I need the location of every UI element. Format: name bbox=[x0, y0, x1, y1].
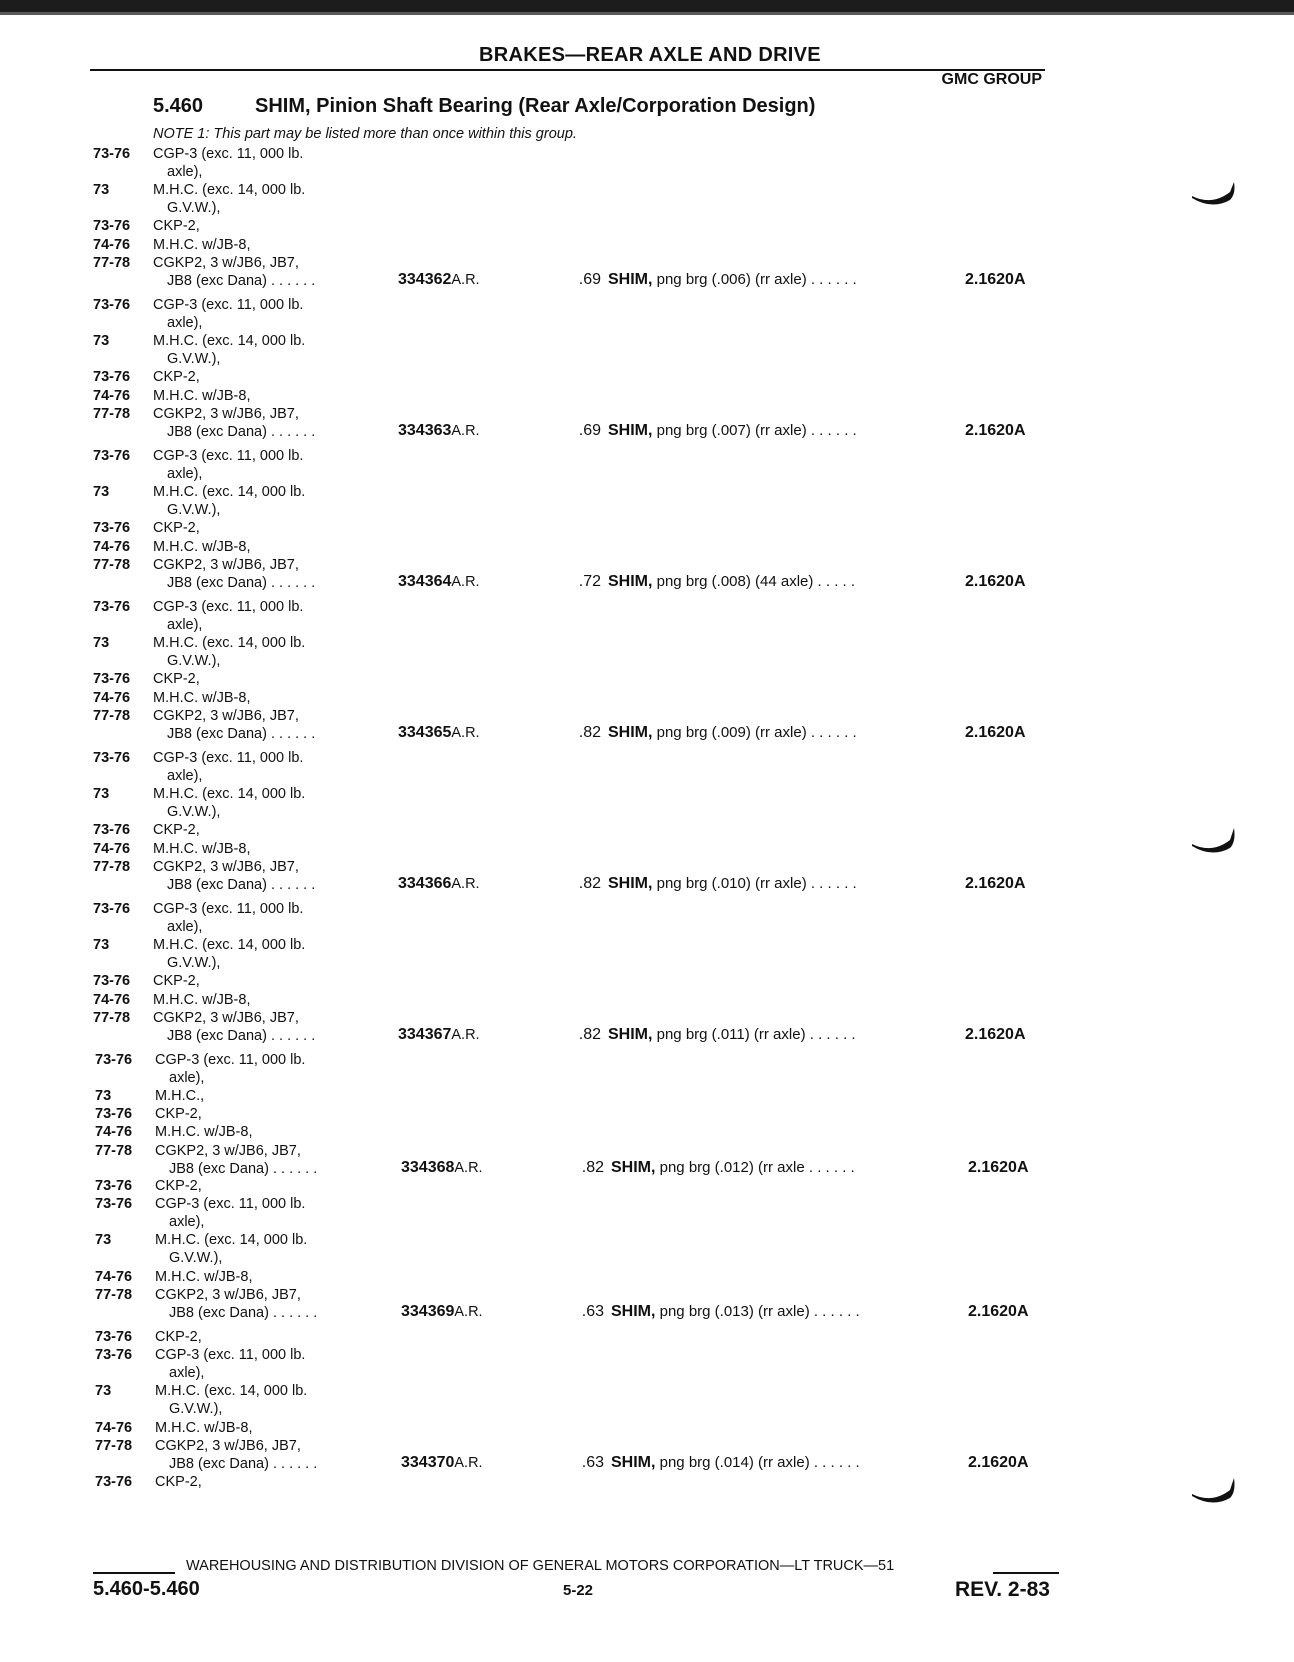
application-line: G.V.W.), bbox=[167, 804, 221, 821]
quantity-ar: A.R. bbox=[451, 1026, 480, 1043]
part-number bbox=[401, 1303, 483, 1321]
application-line: CKP-2, bbox=[155, 1473, 202, 1490]
part-name: SHIM, bbox=[608, 1025, 653, 1043]
model-year: 73-76 bbox=[95, 1052, 133, 1068]
part-name: SHIM, bbox=[608, 874, 653, 892]
part-price: .72 bbox=[578, 572, 601, 590]
model-year: 73-76 bbox=[95, 1473, 133, 1490]
part-number bbox=[398, 271, 480, 289]
application-line: CGP-3 (exc. 11, 000 lb. bbox=[153, 599, 304, 615]
part-number-value: 334368 bbox=[401, 1158, 455, 1176]
part-name: SHIM, bbox=[608, 723, 653, 741]
model-year: 73-76 bbox=[93, 599, 131, 615]
application-line: M.H.C. (exc. 14, 000 lb. bbox=[155, 1232, 308, 1249]
part-description bbox=[611, 1159, 855, 1177]
binder-mark-2 bbox=[1190, 822, 1240, 858]
section-title: SHIM, Pinion Shaft Bearing (Rear Axle/Corporation Design) bbox=[255, 95, 816, 117]
application-line: CGP-3 (exc. 11, 000 lb. bbox=[153, 297, 304, 313]
application-line: axle), bbox=[167, 768, 203, 785]
application-line: M.H.C. (exc. 14, 000 lb. bbox=[155, 1383, 308, 1400]
model-year: 74-76 bbox=[93, 840, 131, 857]
footer-rule-right bbox=[993, 1572, 1059, 1574]
application-line: JB8 (exc Dana) . . . . . . bbox=[167, 423, 316, 440]
model-year: 73-76 bbox=[93, 671, 131, 688]
model-year: 73 bbox=[93, 635, 110, 652]
section-number: 5.460 bbox=[153, 95, 204, 117]
part-name: SHIM, bbox=[608, 572, 653, 590]
model-year: 77-78 bbox=[93, 858, 131, 875]
application-line: G.V.W.), bbox=[169, 1401, 223, 1418]
application-line: CKP-2, bbox=[153, 218, 200, 235]
part-description bbox=[608, 271, 857, 289]
application-line: CKP-2, bbox=[153, 520, 200, 537]
top-border bbox=[0, 0, 1294, 12]
part-detail: png brg (.010) (rr axle) . . . . . . bbox=[656, 874, 857, 892]
part-number bbox=[398, 573, 480, 591]
model-year: 73 bbox=[93, 484, 110, 501]
top-border-shadow bbox=[0, 12, 1294, 15]
application-line: CGKP2, 3 w/JB6, JB7, bbox=[153, 858, 299, 875]
application-line: G.V.W.), bbox=[167, 653, 221, 670]
quantity-ar: A.R. bbox=[451, 724, 480, 741]
footer-section-range: 5.460-5.460 bbox=[93, 1578, 200, 1600]
footer-text: WAREHOUSING AND DISTRIBUTION DIVISION OF GENERAL MOTORS CORPORATION—LT TRUCK—51 bbox=[186, 1558, 895, 1574]
header-rule bbox=[90, 69, 1045, 71]
catalog-group: 2.1620A bbox=[968, 1302, 1029, 1320]
section-note: NOTE 1: This part may be listed more than once within this group. bbox=[153, 126, 577, 142]
application-line: CGP-3 (exc. 11, 000 lb. bbox=[153, 901, 304, 917]
application-line: CGP-3 (exc. 11, 000 lb. bbox=[153, 750, 304, 766]
model-year: 73-76 bbox=[93, 146, 131, 162]
part-description bbox=[608, 573, 855, 591]
application-line: axle), bbox=[169, 1070, 205, 1087]
model-year: 73 bbox=[95, 1383, 112, 1400]
part-detail: png brg (.012) (rr axle . . . . . . bbox=[659, 1158, 855, 1176]
part-detail: png brg (.006) (rr axle) . . . . . . bbox=[656, 270, 857, 288]
part-number bbox=[398, 422, 480, 440]
model-year: 77-78 bbox=[95, 1142, 133, 1159]
model-year: 74-76 bbox=[93, 538, 131, 555]
part-detail: png brg (.013) (rr axle) . . . . . . bbox=[659, 1302, 860, 1320]
model-year: 73 bbox=[95, 1232, 112, 1249]
application-line: G.V.W.), bbox=[167, 955, 221, 972]
application-line: CKP-2, bbox=[153, 973, 200, 990]
model-year: 73-76 bbox=[95, 1329, 133, 1345]
model-year: 73 bbox=[93, 182, 110, 199]
application-line: CGKP2, 3 w/JB6, JB7, bbox=[153, 254, 299, 271]
application-line: CGP-3 (exc. 11, 000 lb. bbox=[153, 146, 304, 162]
application-line: M.H.C., bbox=[155, 1088, 205, 1105]
application-line: M.H.C. (exc. 14, 000 lb. bbox=[153, 333, 306, 350]
catalog-group: 2.1620A bbox=[965, 1025, 1026, 1043]
part-description bbox=[608, 724, 857, 742]
application-line: M.H.C. (exc. 14, 000 lb. bbox=[153, 484, 306, 501]
part-number-value: 334365 bbox=[398, 723, 452, 741]
application-line: M.H.C. (exc. 14, 000 lb. bbox=[153, 182, 306, 199]
part-number-value: 334367 bbox=[398, 1025, 452, 1043]
model-year: 77-78 bbox=[93, 556, 131, 573]
application-line: CGKP2, 3 w/JB6, JB7, bbox=[153, 1009, 299, 1026]
application-line: JB8 (exc Dana) . . . . . . bbox=[167, 1027, 316, 1044]
catalog-group: 2.1620A bbox=[968, 1158, 1029, 1176]
quantity-ar: A.R. bbox=[451, 271, 480, 288]
application-line: JB8 (exc Dana) . . . . . . bbox=[169, 1160, 318, 1177]
binder-mark-3 bbox=[1190, 1472, 1240, 1508]
application-line: JB8 (exc Dana) . . . . . . bbox=[169, 1304, 318, 1321]
application-line: CKP-2, bbox=[155, 1178, 202, 1194]
part-number-value: 334369 bbox=[401, 1302, 455, 1320]
application-line: CGKP2, 3 w/JB6, JB7, bbox=[153, 556, 299, 573]
application-line: M.H.C. (exc. 14, 000 lb. bbox=[153, 635, 306, 652]
binder-mark-1 bbox=[1190, 172, 1240, 208]
part-description bbox=[608, 422, 857, 440]
part-number-value: 334370 bbox=[401, 1453, 455, 1471]
quantity-ar: A.R. bbox=[451, 875, 480, 892]
application-line: CGKP2, 3 w/JB6, JB7, bbox=[153, 707, 299, 724]
model-year: 74-76 bbox=[95, 1419, 133, 1436]
part-number-value: 334362 bbox=[398, 270, 452, 288]
catalog-group: 2.1620A bbox=[965, 572, 1026, 590]
application-line: CKP-2, bbox=[155, 1329, 202, 1345]
model-year: 77-78 bbox=[93, 254, 131, 271]
model-year: 73-76 bbox=[93, 520, 131, 537]
application-line: JB8 (exc Dana) . . . . . . bbox=[167, 574, 316, 591]
model-year: 73 bbox=[93, 333, 110, 350]
quantity-ar: A.R. bbox=[451, 573, 480, 590]
application-line: axle), bbox=[167, 315, 203, 332]
model-year: 73-76 bbox=[93, 822, 131, 839]
part-price: .82 bbox=[578, 723, 601, 741]
part-description bbox=[608, 1026, 856, 1044]
quantity-ar: A.R. bbox=[454, 1159, 483, 1176]
application-line: JB8 (exc Dana) . . . . . . bbox=[169, 1455, 318, 1472]
model-year: 74-76 bbox=[93, 387, 131, 404]
model-year: 74-76 bbox=[95, 1124, 133, 1141]
model-year: 77-78 bbox=[93, 1009, 131, 1026]
application-line: G.V.W.), bbox=[167, 200, 221, 217]
part-detail: png brg (.008) (44 axle) . . . . . bbox=[656, 572, 856, 590]
application-line: M.H.C. w/JB-8, bbox=[153, 538, 251, 555]
part-description bbox=[611, 1303, 860, 1321]
part-number bbox=[401, 1159, 483, 1177]
application-line: M.H.C. (exc. 14, 000 lb. bbox=[153, 937, 306, 954]
application-line: M.H.C. w/JB-8, bbox=[155, 1124, 253, 1141]
application-line: M.H.C. w/JB-8, bbox=[155, 1419, 253, 1436]
catalog-group: 2.1620A bbox=[965, 421, 1026, 439]
model-year: 73-76 bbox=[95, 1196, 133, 1213]
model-year: 77-78 bbox=[95, 1286, 133, 1303]
application-line: CGP-3 (exc. 11, 000 lb. bbox=[155, 1196, 306, 1213]
application-line: CGKP2, 3 w/JB6, JB7, bbox=[155, 1286, 301, 1303]
part-detail: png brg (.007) (rr axle) . . . . . . bbox=[656, 421, 857, 439]
model-year: 73-76 bbox=[93, 901, 131, 917]
model-year: 77-78 bbox=[93, 707, 131, 724]
application-line: G.V.W.), bbox=[167, 351, 221, 368]
application-line: JB8 (exc Dana) . . . . . . bbox=[167, 272, 316, 289]
application-line: M.H.C. w/JB-8, bbox=[153, 387, 251, 404]
application-line: JB8 (exc Dana) . . . . . . bbox=[167, 876, 316, 893]
application-line: CKP-2, bbox=[153, 671, 200, 688]
model-year: 74-76 bbox=[93, 991, 131, 1008]
model-year: 74-76 bbox=[93, 689, 131, 706]
model-year: 73-76 bbox=[93, 973, 131, 990]
part-number bbox=[398, 1026, 480, 1044]
footer-revision: REV. 2-83 bbox=[955, 1578, 1050, 1601]
part-name: SHIM, bbox=[611, 1453, 656, 1471]
part-number bbox=[398, 875, 480, 893]
part-price: .63 bbox=[581, 1302, 604, 1320]
model-year: 73 bbox=[95, 1088, 112, 1105]
footer-rule-left bbox=[93, 1572, 175, 1574]
footer-page-number: 5-22 bbox=[563, 1582, 594, 1599]
application-line: axle), bbox=[167, 919, 203, 936]
application-line: axle), bbox=[169, 1214, 205, 1231]
application-line: M.H.C. w/JB-8, bbox=[153, 689, 251, 706]
catalog-group: 2.1620A bbox=[965, 723, 1026, 741]
application-line: axle), bbox=[167, 466, 203, 483]
catalog-group: 2.1620A bbox=[968, 1453, 1029, 1471]
part-number bbox=[401, 1454, 483, 1472]
part-price: .82 bbox=[581, 1158, 604, 1176]
application-line: axle), bbox=[167, 617, 203, 634]
model-year: 73 bbox=[93, 786, 110, 803]
part-name: SHIM, bbox=[608, 270, 653, 288]
model-year: 74-76 bbox=[93, 236, 131, 253]
part-price: .69 bbox=[578, 270, 601, 288]
model-year: 74-76 bbox=[95, 1268, 133, 1285]
quantity-ar: A.R. bbox=[454, 1303, 483, 1320]
part-number-value: 334363 bbox=[398, 421, 452, 439]
model-year: 73-76 bbox=[95, 1178, 133, 1194]
application-line: CGKP2, 3 w/JB6, JB7, bbox=[153, 405, 299, 422]
part-detail: png brg (.011) (rr axle) . . . . . . bbox=[656, 1025, 856, 1043]
application-line: G.V.W.), bbox=[169, 1250, 223, 1267]
application-line: M.H.C. (exc. 14, 000 lb. bbox=[153, 786, 306, 803]
catalog-group: 2.1620A bbox=[965, 874, 1026, 892]
part-price: .69 bbox=[578, 421, 601, 439]
model-year: 77-78 bbox=[93, 405, 131, 422]
part-name: SHIM, bbox=[611, 1302, 656, 1320]
part-detail: png brg (.014) (rr axle) . . . . . . bbox=[659, 1453, 860, 1471]
application-line: CGP-3 (exc. 11, 000 lb. bbox=[153, 448, 304, 464]
group-label: GMC GROUP bbox=[941, 71, 1042, 88]
application-line: CGKP2, 3 w/JB6, JB7, bbox=[155, 1142, 301, 1159]
application-line: CGP-3 (exc. 11, 000 lb. bbox=[155, 1347, 306, 1364]
application-line: CGP-3 (exc. 11, 000 lb. bbox=[155, 1052, 306, 1068]
model-year: 73 bbox=[93, 937, 110, 954]
part-number bbox=[398, 724, 480, 742]
application-line: CKP-2, bbox=[153, 369, 200, 386]
part-number-value: 334364 bbox=[398, 572, 452, 590]
application-line: CKP-2, bbox=[153, 822, 200, 839]
application-line: axle), bbox=[169, 1365, 205, 1382]
model-year: 73-76 bbox=[93, 218, 131, 235]
application-line: CKP-2, bbox=[155, 1106, 202, 1123]
part-price: .82 bbox=[578, 874, 601, 892]
application-line: M.H.C. w/JB-8, bbox=[153, 840, 251, 857]
part-number-value: 334366 bbox=[398, 874, 452, 892]
part-name: SHIM, bbox=[608, 421, 653, 439]
application-line: M.H.C. w/JB-8, bbox=[155, 1268, 253, 1285]
application-line: M.H.C. w/JB-8, bbox=[153, 236, 251, 253]
part-name: SHIM, bbox=[611, 1158, 656, 1176]
model-year: 73-76 bbox=[93, 750, 131, 766]
model-year: 73-76 bbox=[95, 1347, 133, 1364]
catalog-group: 2.1620A bbox=[965, 270, 1026, 288]
application-line: G.V.W.), bbox=[167, 502, 221, 519]
model-year: 73-76 bbox=[93, 369, 131, 386]
model-year: 73-76 bbox=[93, 448, 131, 464]
quantity-ar: A.R. bbox=[451, 422, 480, 439]
part-detail: png brg (.009) (rr axle) . . . . . . bbox=[656, 723, 857, 741]
model-year: 77-78 bbox=[95, 1437, 133, 1454]
quantity-ar: A.R. bbox=[454, 1454, 483, 1471]
application-line: JB8 (exc Dana) . . . . . . bbox=[167, 725, 316, 742]
part-price: .82 bbox=[578, 1025, 601, 1043]
application-line: axle), bbox=[167, 164, 203, 181]
application-line: M.H.C. w/JB-8, bbox=[153, 991, 251, 1008]
part-price: .63 bbox=[581, 1453, 604, 1471]
page-title: BRAKES—REAR AXLE AND DRIVE bbox=[479, 44, 821, 66]
model-year: 73-76 bbox=[95, 1106, 133, 1123]
application-line: CGKP2, 3 w/JB6, JB7, bbox=[155, 1437, 301, 1454]
part-description bbox=[608, 875, 857, 893]
model-year: 73-76 bbox=[93, 297, 131, 313]
part-description bbox=[611, 1454, 860, 1472]
